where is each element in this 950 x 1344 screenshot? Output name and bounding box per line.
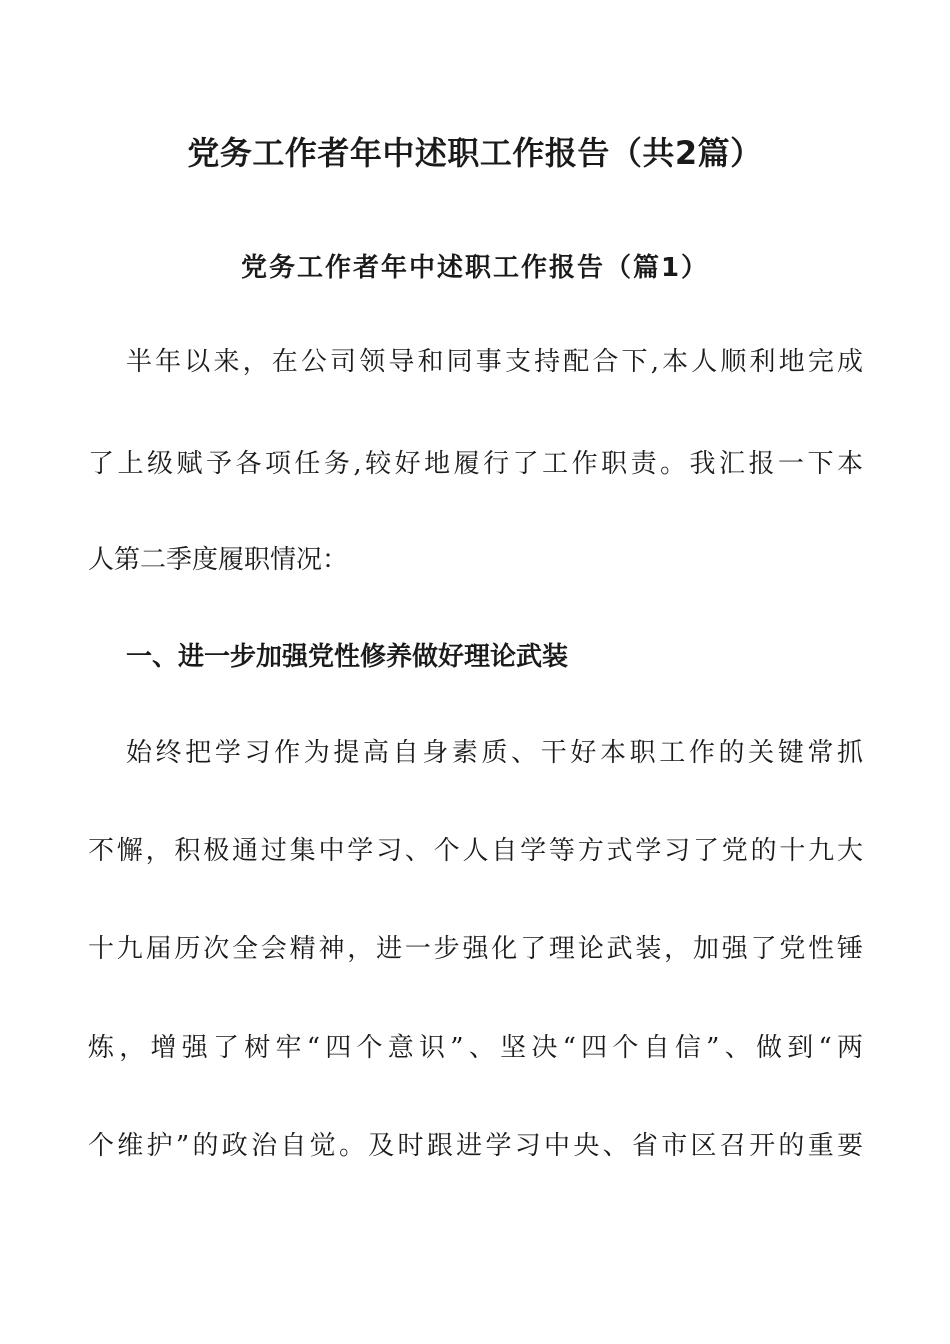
paragraph-line: 半年以来，在公司领导和同事支持配合下,本人顺利地完成	[126, 347, 863, 377]
paragraph-line: 了上级赋予各项任务,较好地履行了工作职责。我汇报一下本	[88, 449, 863, 479]
document-title: 党务工作者年中述职工作报告（共2篇）	[187, 134, 763, 172]
paragraph-line: 炼，增强了树牢“四个意识”、坚决“四个自信”、做到“两	[88, 1033, 863, 1063]
paragraph-line: 始终把学习作为提高自身素质、干好本职工作的关键常抓	[126, 738, 863, 768]
document-subtitle: 党务工作者年中述职工作报告（篇1）	[240, 253, 710, 283]
paragraph-line: 人第二季度履职情况：	[88, 545, 349, 575]
paragraph-line: 不懈，积极通过集中学习、个人自学等方式学习了党的十九大	[88, 836, 863, 866]
paragraph-line: 个维护”的政治自觉。及时跟进学习中央、省市区召开的重要	[88, 1131, 863, 1161]
section-heading: 一、进一步加强党性修养做好理论武装	[126, 642, 569, 672]
paragraph-line: 十九届历次全会精神，进一步强化了理论武装，加强了党性锤	[88, 934, 863, 964]
